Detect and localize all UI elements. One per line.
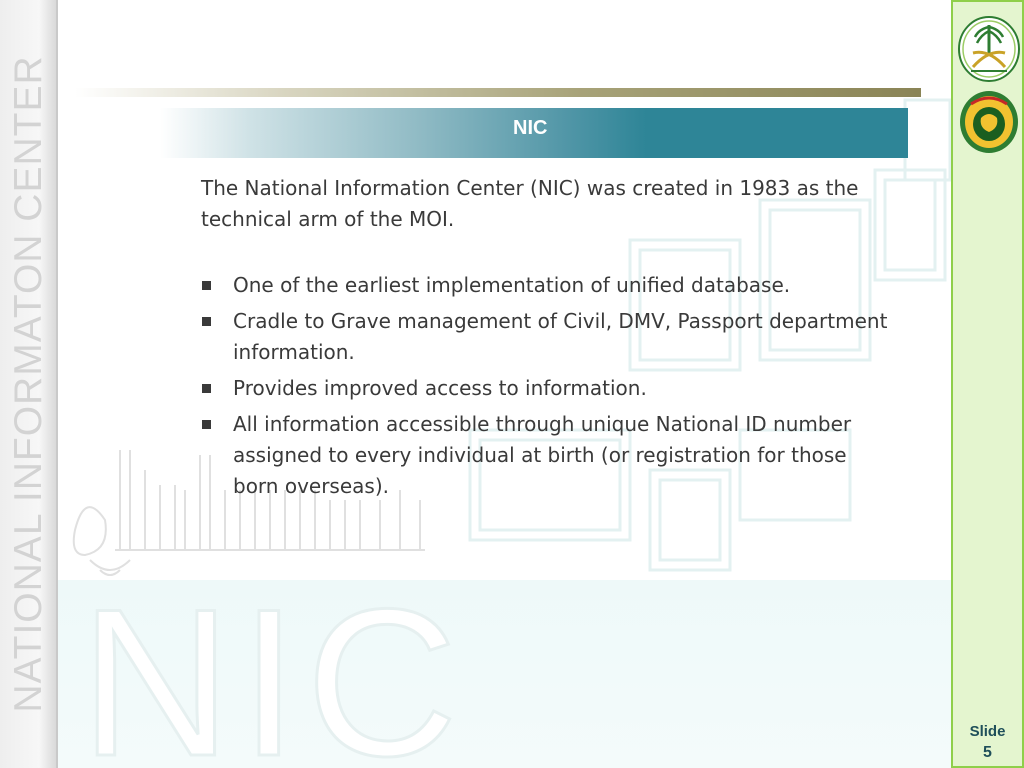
square-bullet-icon: [202, 317, 211, 326]
bullet-text: All information accessible through unique National ID number assigned to every individual at birth (or registration for those born overseas).: [233, 412, 852, 498]
square-bullet-icon: [202, 384, 211, 393]
bullet-text: One of the earliest implementation of unified database.: [233, 273, 791, 297]
left-side-band: [0, 0, 58, 768]
nic-watermark-text: NIC: [80, 565, 466, 768]
square-bullet-icon: [202, 281, 211, 290]
bullet-item: [201, 409, 891, 502]
bullet-item: [201, 373, 891, 404]
bullet-item: [201, 270, 891, 301]
slide-label: Slide: [969, 723, 1006, 740]
slide-number: 5: [983, 744, 992, 761]
bullet-text: Cradle to Grave management of Civil, DMV, Passport department information.: [233, 309, 888, 364]
bullet-text: Provides improved access to information.: [233, 376, 647, 400]
bullet-item: [201, 306, 891, 368]
intro-paragraph: The National Information Center (NIC) was created in 1983 as the technical arm of the MOI.: [201, 176, 859, 231]
vertical-org-name: NATIONAL INFORMATON CENTER: [7, 55, 50, 713]
bullet-list: [201, 270, 891, 507]
slide-title: NIC: [513, 117, 548, 139]
saudi-emblem-icon: [957, 15, 1021, 83]
top-gradient-rule: [75, 88, 921, 97]
square-bullet-icon: [202, 420, 211, 429]
ministry-emblem-icon: [959, 90, 1019, 154]
